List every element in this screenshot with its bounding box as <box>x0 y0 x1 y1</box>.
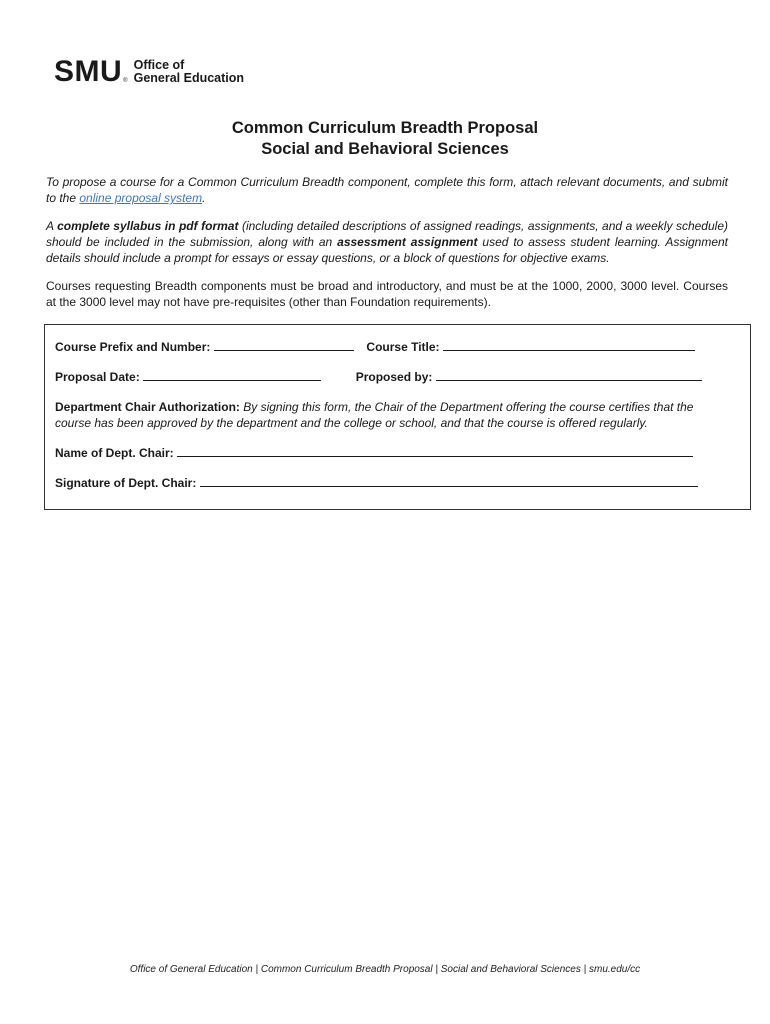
form-row-chair-name <box>55 445 693 461</box>
chair-signature-label: Signature of Dept. Chair: <box>55 476 197 490</box>
chair-name-label: Name of Dept. Chair: <box>55 446 174 460</box>
intro-p2-b: (including detailed descriptions of assigned readings, assignments, and a weekly schedule) should be included in the submission, along with an <box>46 219 728 249</box>
course-prefix-field[interactable] <box>214 339 354 351</box>
logo-line-1: Office of <box>133 58 185 72</box>
proposed-by-label: Proposed by: <box>355 370 433 384</box>
intro-paragraph-2 <box>46 218 728 266</box>
online-proposal-link[interactable]: online proposal system <box>79 191 203 205</box>
logo-wordmark: SMU <box>54 55 123 88</box>
proposed-by-field[interactable] <box>436 369 702 381</box>
intro-p2-c: used to assess student learning. Assignment details should include a prompt for essays or essay questions, or a block of questions for objective exams. <box>46 235 729 265</box>
course-title-field[interactable] <box>443 339 695 351</box>
chair-name-field[interactable] <box>177 445 693 457</box>
document-title <box>0 118 770 160</box>
title-line-1: Common Curriculum Breadth Proposal <box>231 119 539 137</box>
proposal-date-label: Proposal Date: <box>55 370 140 384</box>
logo-office-name <box>134 59 244 85</box>
proposal-date-field[interactable] <box>143 369 321 381</box>
form-row-chair-authorization <box>55 399 707 431</box>
proposal-form-box <box>44 324 751 510</box>
logo-line-2: General Education <box>133 71 245 85</box>
course-prefix-label: Course Prefix and Number: <box>55 340 211 354</box>
logo-registered-mark: ® <box>123 78 128 84</box>
form-row-chair-signature <box>55 475 698 491</box>
intro-paragraph-1 <box>46 174 728 206</box>
intro-p1-end: . <box>202 191 206 205</box>
intro-p1-text: To propose a course for a Common Curriculum Breadth component, complete this form, attach relevant documents, and submit to the <box>46 175 728 205</box>
intro-p2-bold-assessment: assessment assignment <box>337 235 478 249</box>
intro-p2-a: A <box>46 219 58 233</box>
intro-paragraph-3: Courses requesting Breadth components must be broad and introductory, and must be at the 1000, 2000, 3000 level. Courses at the 3000 level may not have pre-requisites (other than Foundation requirements). <box>46 279 728 309</box>
chair-authorization-text: By signing this form, the Chair of the Department offering the course certifies that the course has been approved by the department and the college or school, and that the course is offered regularly. <box>55 400 694 430</box>
chair-signature-field[interactable] <box>200 475 698 487</box>
chair-authorization-label: Department Chair Authorization: <box>55 400 240 414</box>
page-footer: Office of General Education | Common Curriculum Breadth Proposal | Social and Behavioral Sciences | smu.edu/cc <box>129 964 641 975</box>
form-row-course <box>55 339 695 355</box>
course-title-label: Course Title: <box>366 340 440 354</box>
smu-logo <box>54 57 244 87</box>
title-line-2: Social and Behavioral Sciences <box>261 140 509 158</box>
form-row-proposal <box>55 369 702 385</box>
intro-p2-bold-syllabus: complete syllabus in pdf format <box>57 219 239 233</box>
